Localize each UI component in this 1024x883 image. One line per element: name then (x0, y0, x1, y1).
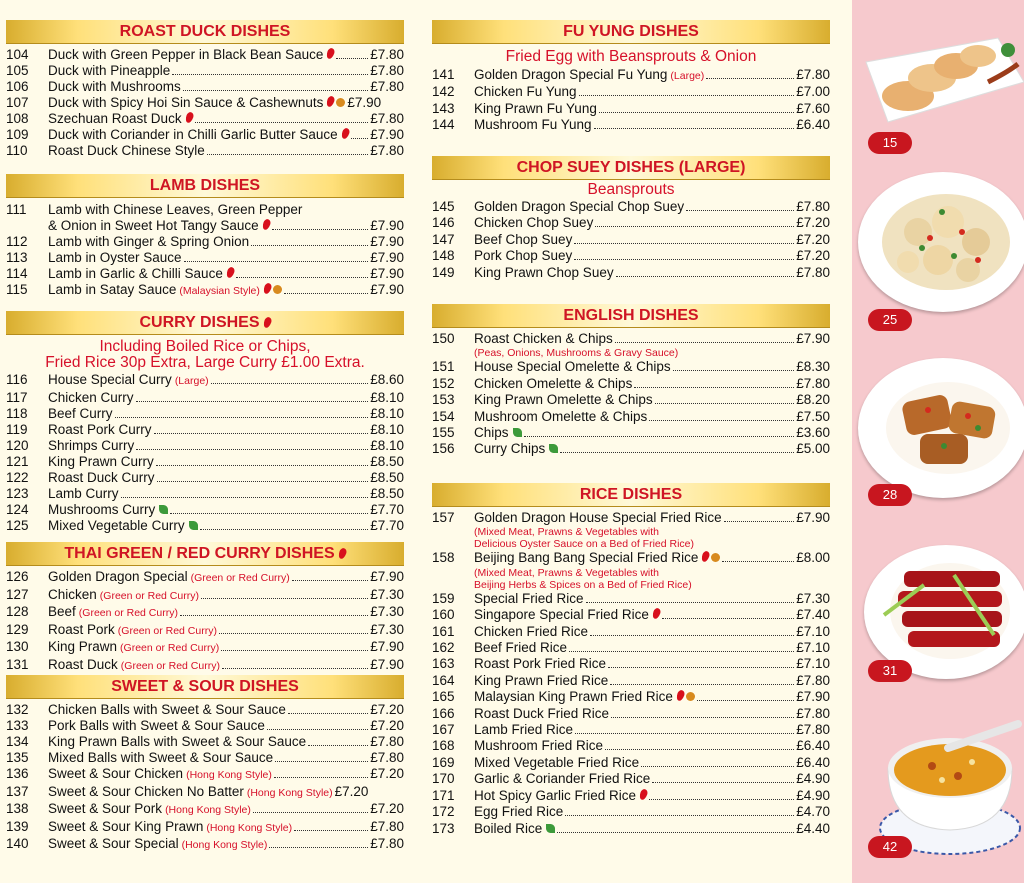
menu-item: 130 King Prawn (Green or Red Curry) £7.90 (6, 639, 404, 655)
menu-item: 114 Lamb in Garlic & Chilli Sauce £7.90 (6, 265, 404, 281)
salt-pepper-chicken-photo (858, 172, 1024, 312)
menu-item: 117 Chicken Curry £8.10 (6, 389, 404, 405)
menu-item: 104 Duck with Green Pepper in Black Bean Sauce £7.80 (6, 47, 404, 62)
menu-item: 140 Sweet & Sour Special (Hong Kong Style) £7.80 (6, 836, 404, 852)
menu-item: 135 Mixed Balls with Sweet & Sour Sauce £7.80 (6, 750, 404, 765)
nut-icon (336, 98, 345, 107)
menu-item: 133 Pork Balls with Sweet & Sour Sauce £7.20 (6, 718, 404, 733)
menu-item: 105 Duck with Pineapple £7.80 (6, 63, 404, 78)
menu-item: 142 Chicken Fu Yung £7.00 (432, 84, 830, 100)
dumplings-photo (858, 22, 1024, 130)
menu-item: 122 Roast Duck Curry £8.50 (6, 469, 404, 485)
section-subtitle: Including Boiled Rice or Chips, (99, 338, 311, 355)
chilli-icon (337, 547, 347, 560)
roast-duck-section (6, 20, 404, 159)
menu-item: 129 Roast Pork (Green or Red Curry) £7.30 (6, 621, 404, 637)
menu-item: 149 King Prawn Chop Suey £7.80 (432, 264, 830, 280)
menu-item: 151 House Special Omelette & Chips £8.30 (432, 359, 830, 375)
nut-icon (686, 692, 695, 701)
english-section (432, 304, 830, 458)
menu-item: 128 Beef (Green or Red Curry) £7.30 (6, 604, 404, 620)
menu-item: 145 Golden Dragon Special Chop Suey £7.80 (432, 199, 830, 214)
menu-item: 147 Beef Chop Suey £7.20 (432, 231, 830, 247)
menu-item: 157 Golden Dragon House Special Fried Rice £7.90 (432, 510, 830, 525)
chilli-icon (262, 282, 272, 295)
menu-item: 109 Duck with Coriander in Chilli Garlic Butter Sauce £7.90 (6, 126, 404, 142)
menu-item: 118 Beef Curry £8.10 (6, 405, 404, 421)
menu-item: 131 Roast Duck (Green or Red Curry) £7.90 (6, 656, 404, 672)
menu-item: 153 King Prawn Omelette & Chips £8.20 (432, 392, 830, 408)
menu-item: 160 Singapore Special Fried Rice £7.40 (432, 607, 830, 623)
menu-item: 173 Boiled Rice £4.40 (432, 820, 830, 836)
menu-item: 124 Mushrooms Curry £7.70 (6, 501, 404, 517)
chilli-icon (651, 607, 661, 620)
rice-section (432, 483, 830, 837)
menu-item: 146 Chicken Chop Suey £7.20 (432, 215, 830, 231)
menu-item-continued: & Onion in Sweet Hot Tangy Sauce £7.90 (48, 217, 404, 233)
menu-item: 136 Sweet & Sour Chicken (Hong Kong Style) £7.20 (6, 766, 404, 781)
menu-item: 170 Garlic & Coriander Fried Rice £4.90 (432, 771, 830, 787)
menu-item: 107 Duck with Spicy Hoi Sin Sauce & Cashewnuts £7.90 (6, 95, 382, 110)
item-description: (Peas, Onions, Mushrooms & Gravy Sauce) (474, 347, 679, 360)
sweet-sour-section (6, 675, 404, 854)
section-header: ROAST DUCK DISHES (6, 20, 404, 44)
chilli-icon (326, 47, 336, 60)
section-header: ENGLISH DISHES (432, 304, 830, 328)
section-header: THAI GREEN / RED CURRY DISHES (6, 542, 404, 566)
photo-badge: 28 (868, 484, 912, 506)
menu-item: 152 Chicken Omelette & Chips £7.80 (432, 375, 830, 391)
menu-item: 106 Duck with Mushrooms £7.80 (6, 79, 404, 94)
item-description: Beijing Herbs & Spices on a Bed of Fried Rice) (474, 578, 692, 591)
menu-item: 141 Golden Dragon Special Fu Yung (Large) £7.80 (432, 67, 830, 82)
chilli-icon (638, 788, 648, 801)
chilli-icon (340, 127, 350, 140)
menu-item: 166 Roast Duck Fried Rice £7.80 (432, 705, 830, 721)
photo-badge: 25 (868, 309, 912, 331)
menu-item: 108 Szechuan Roast Duck £7.80 (6, 110, 404, 126)
chop-suey-section (432, 156, 830, 281)
menu-item: 161 Chicken Fried Rice £7.10 (432, 623, 830, 639)
menu-item: 159 Special Fried Rice £7.30 (432, 590, 830, 606)
section-header: SWEET & SOUR DISHES (6, 675, 404, 699)
curry-section (6, 311, 404, 534)
menu-item: 165 Malaysian King Prawn Fried Rice £7.90 (432, 689, 830, 705)
chilli-fish-photo (858, 358, 1024, 498)
menu-item: 127 Chicken (Green or Red Curry) £7.30 (6, 586, 404, 602)
chilli-icon (261, 218, 271, 231)
menu-item: 167 Lamb Fried Rice £7.80 (432, 722, 830, 738)
section-header: LAMB DISHES (6, 174, 404, 198)
chilli-icon (225, 266, 235, 279)
menu-item: 148 Pork Chop Suey £7.20 (432, 248, 830, 264)
thai-curry-section (6, 542, 404, 675)
menu-item: 112 Lamb with Ginger & Spring Onion £7.90 (6, 233, 404, 249)
chilli-icon (326, 95, 336, 108)
vegetarian-icon (513, 428, 522, 437)
chilli-icon (675, 689, 685, 702)
menu-item: 171 Hot Spicy Garlic Fried Rice £4.90 (432, 787, 830, 803)
vegetarian-icon (189, 521, 198, 530)
menu-item: 139 Sweet & Sour King Prawn (Hong Kong Style) £7.80 (6, 818, 404, 834)
menu-item: 138 Sweet & Sour Pork (Hong Kong Style) £7.20 (6, 801, 404, 817)
menu-item: 125 Mixed Vegetable Curry £7.70 (6, 517, 404, 533)
nut-icon (711, 553, 720, 562)
menu-item: 154 Mushroom Omelette & Chips £7.50 (432, 408, 830, 424)
menu-item: 143 King Prawn Fu Yung £7.60 (432, 100, 830, 116)
photo-badge: 31 (868, 660, 912, 682)
item-description: Delicious Oyster Sauce on a Bed of Fried Rice) (474, 538, 695, 551)
vegetarian-icon (159, 505, 168, 514)
menu-item: 111 Lamb with Chinese Leaves, Green Pepper (6, 202, 303, 217)
menu-item: 168 Mushroom Fried Rice £6.40 (432, 738, 830, 754)
menu-item: 116 House Special Curry (Large) £8.60 (6, 372, 404, 387)
menu-item: 120 Shrimps Curry £8.10 (6, 437, 404, 453)
menu-item: 126 Golden Dragon Special (Green or Red Curry) £7.90 (6, 569, 404, 584)
section-header: CURRY DISHES (6, 311, 404, 335)
photo-panel (852, 0, 1024, 883)
menu-item: 144 Mushroom Fu Yung £6.40 (432, 117, 830, 133)
menu-item: 158 Beijing Bang Bang Special Fried Rice £8.00 (432, 550, 830, 566)
vegetarian-icon (549, 444, 558, 453)
section-subtitle: Fried Egg with Beansprouts & Onion (505, 48, 757, 65)
section-header: CHOP SUEY DISHES (LARGE) (432, 156, 830, 180)
menu-item: 115 Lamb in Satay Sauce (Malaysian Style) £7.90 (6, 281, 404, 297)
section-subtitle: Beansprouts (587, 181, 675, 198)
photo-badge: 42 (868, 836, 912, 858)
lamb-section (6, 174, 404, 299)
nut-icon (273, 285, 282, 294)
menu-item: 172 Egg Fried Rice £4.70 (432, 804, 830, 820)
chilli-icon (701, 551, 711, 564)
menu-item: 150 Roast Chicken & Chips £7.90 (432, 331, 830, 346)
menu-item: 134 King Prawn Balls with Sweet & Sour Sauce £7.80 (6, 734, 404, 749)
menu-item: 123 Lamb Curry £8.50 (6, 485, 404, 501)
menu-item: 156 Curry Chips £5.00 (432, 441, 830, 457)
menu-item: 155 Chips £3.60 (432, 425, 830, 441)
menu-item: 162 Beef Fried Rice £7.10 (432, 640, 830, 656)
menu-item: 169 Mixed Vegetable Fried Rice £6.40 (432, 754, 830, 770)
item-description: (Mixed Meat, Prawns & Vegetables with (474, 566, 660, 579)
section-header: FU YUNG DISHES (432, 20, 830, 44)
menu-item: 113 Lamb in Oyster Sauce £7.90 (6, 249, 404, 265)
item-description: (Mixed Meat, Prawns & Vegetables with (474, 526, 660, 539)
menu-item: 110 Roast Duck Chinese Style £7.80 (6, 142, 404, 158)
section-subtitle: Fried Rice 30p Extra, Large Curry £1.00 Extra. (45, 354, 365, 371)
menu-item: 132 Chicken Balls with Sweet & Sour Sauce £7.20 (6, 702, 404, 717)
menu-item: 119 Roast Pork Curry £8.10 (6, 421, 404, 437)
photo-badge: 15 (868, 132, 912, 154)
vegetarian-icon (546, 824, 555, 833)
menu-item: 164 King Prawn Fried Rice £7.80 (432, 672, 830, 688)
chilli-icon (262, 316, 272, 329)
chilli-icon (184, 111, 194, 124)
menu-item: 121 King Prawn Curry £8.50 (6, 453, 404, 469)
menu-item: 163 Roast Pork Fried Rice £7.10 (432, 656, 830, 672)
spare-ribs-photo (864, 545, 1024, 679)
section-header: RICE DISHES (432, 483, 830, 507)
fu-yung-section (432, 20, 830, 134)
menu-item: 137 Sweet & Sour Chicken No Batter (Hong Kong Style) £7.20 (6, 783, 369, 799)
